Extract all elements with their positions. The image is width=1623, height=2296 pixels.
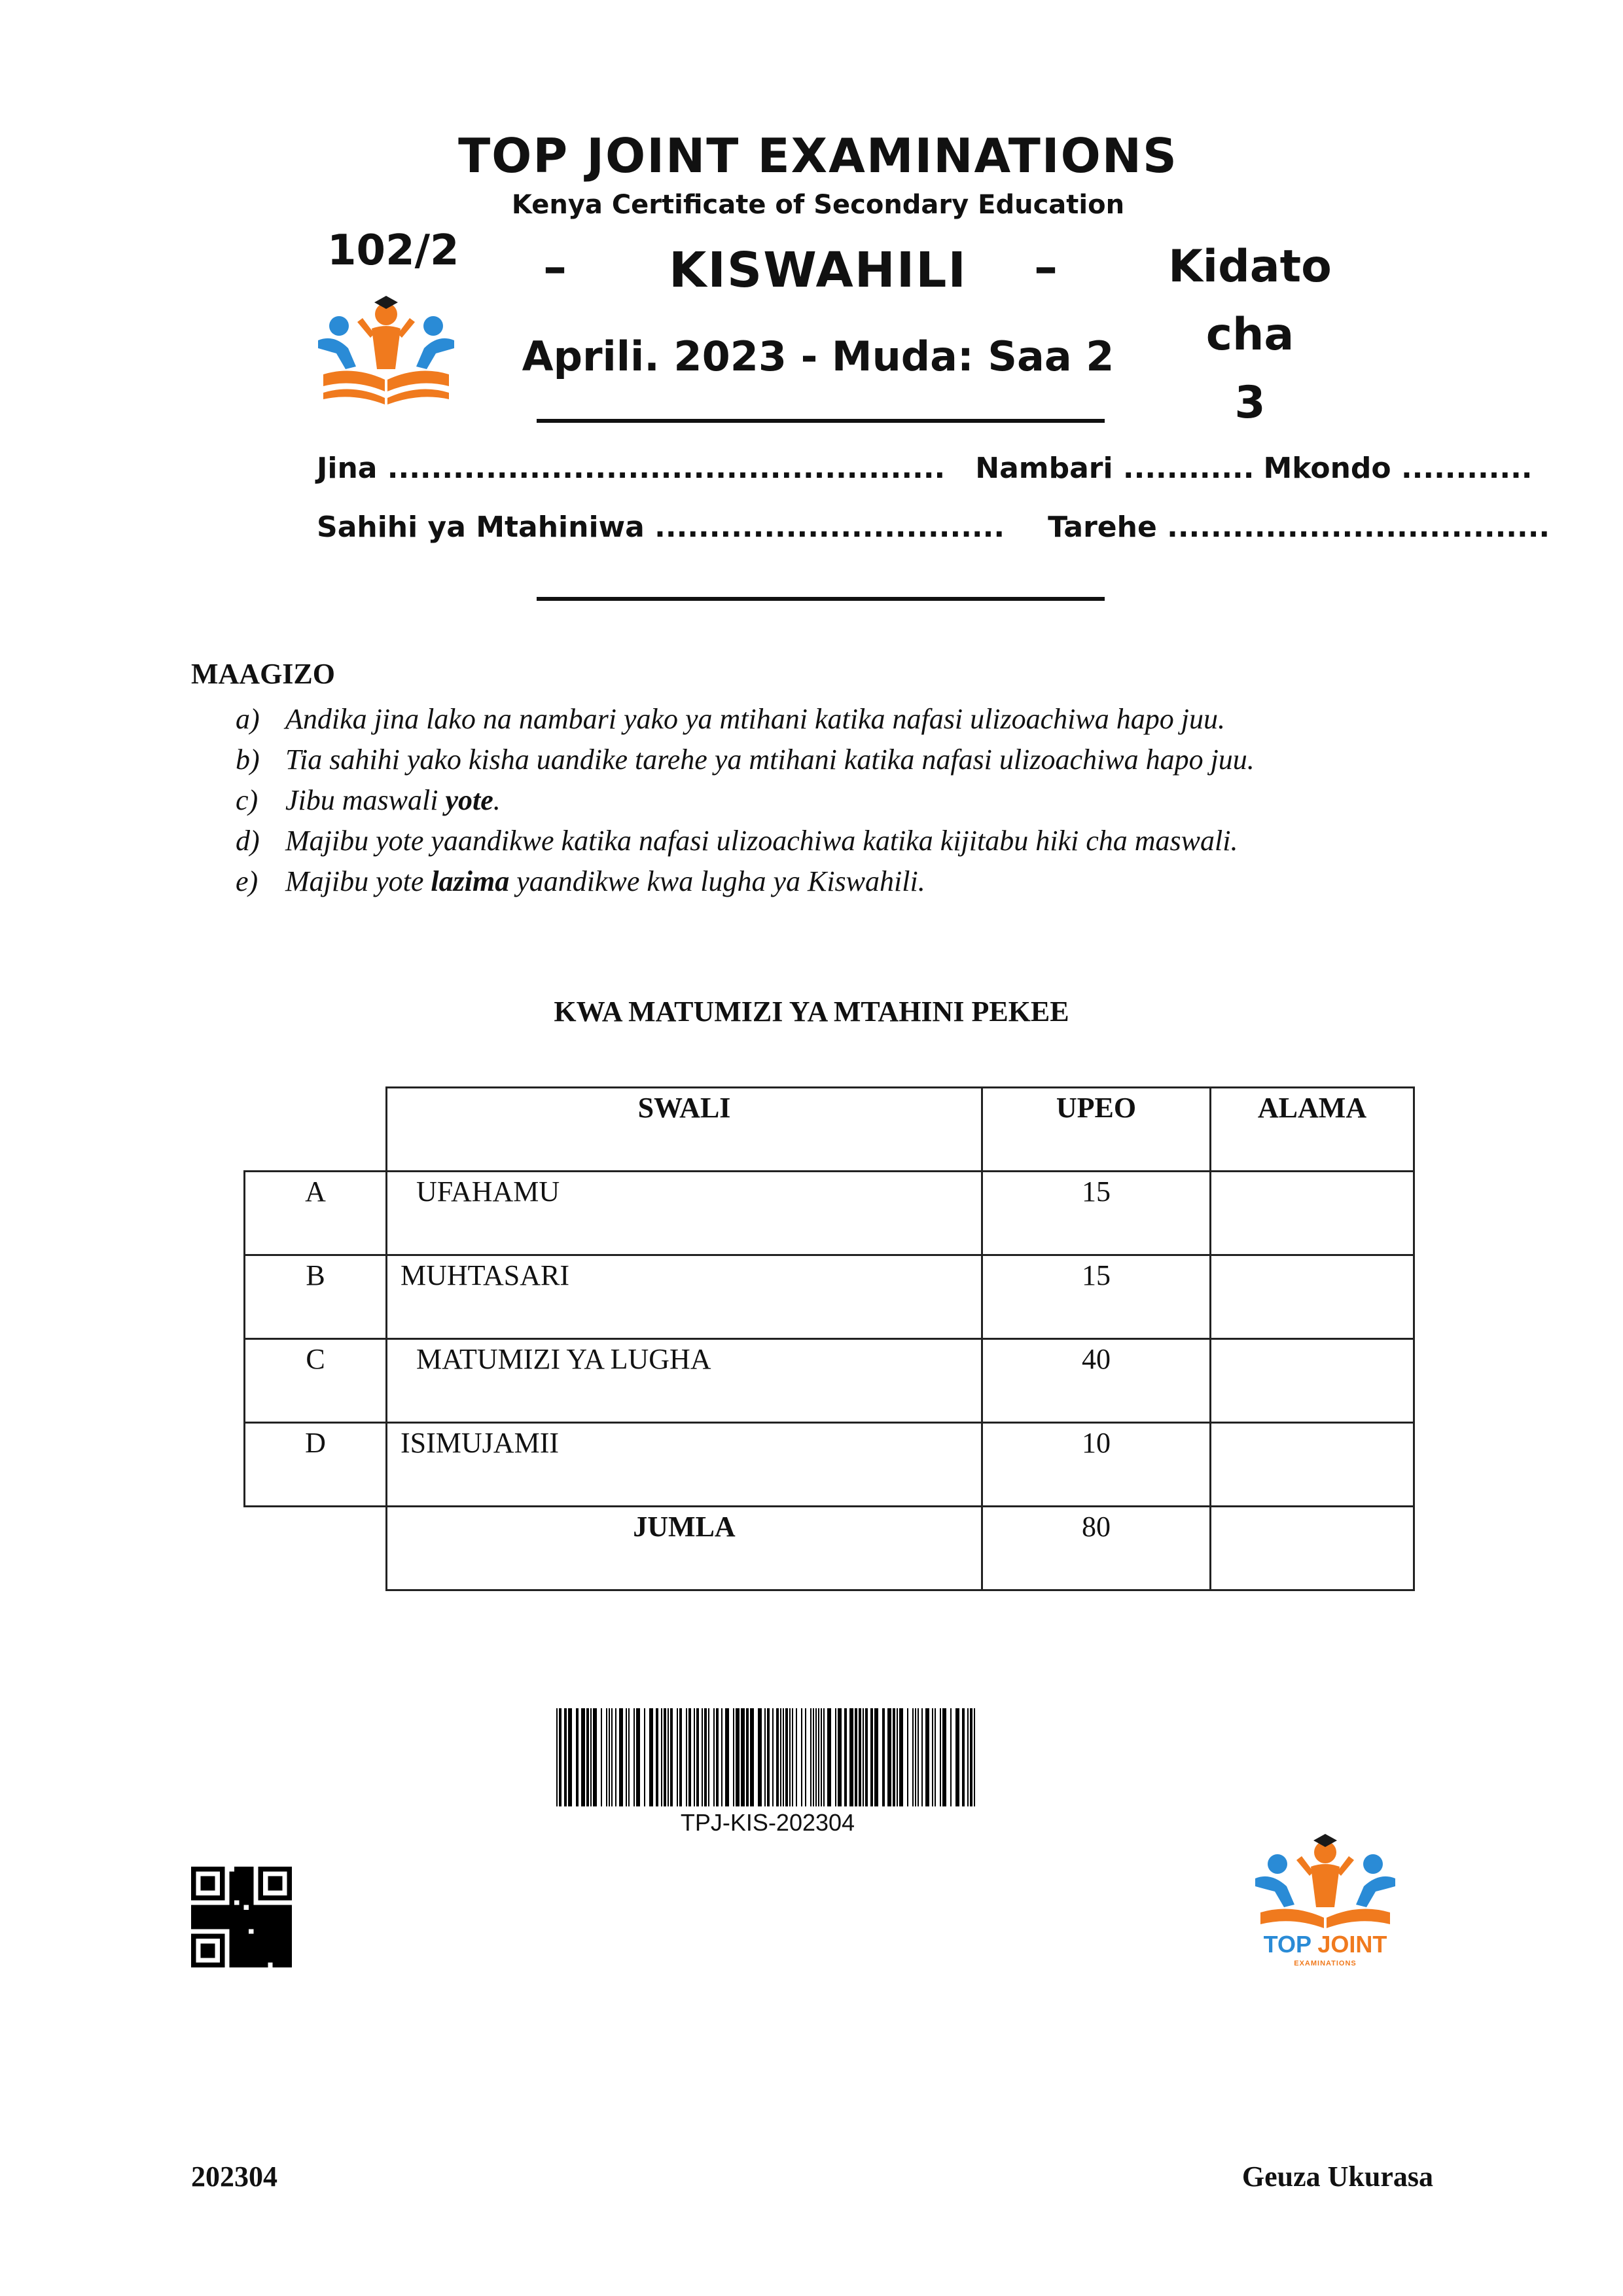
tarehe-field[interactable]: Tarehe ................................... <box>1048 511 1550 544</box>
nambari-field[interactable]: Nambari ............ <box>975 452 1255 485</box>
instruction-item <box>236 821 1479 861</box>
section-name: UFAHAMU <box>387 1172 982 1255</box>
section-letter: B <box>245 1255 387 1339</box>
section-letter: C <box>245 1339 387 1423</box>
instruction-text: Tia sahihi yako kisha uandike tarehe ya mtihani katika nafasi ulizoachiwa hapo juu. <box>285 744 1255 776</box>
divider <box>537 597 1105 601</box>
org-title: TOP JOINT EXAMINATIONS <box>458 128 1178 183</box>
instruction-text: Jibu maswali <box>285 784 446 816</box>
instruction-emphasis: yote <box>445 784 493 816</box>
instructions-heading: MAAGIZO <box>191 658 335 690</box>
section-name: MUHTASARI <box>387 1255 982 1339</box>
title-dash-left: – <box>543 240 567 295</box>
header-upeo: UPEO <box>982 1088 1211 1172</box>
top-joint-logo-icon <box>314 288 458 412</box>
form-level <box>1119 233 1381 437</box>
candidate-fields-row-1 <box>317 452 1533 485</box>
org-subtitle: Kenya Certificate of Secondary Education <box>511 190 1125 220</box>
instruction-emphasis: lazima <box>431 865 510 897</box>
header-swali: SWALI <box>387 1088 982 1172</box>
table-total-row <box>245 1507 1414 1590</box>
instruction-text: Andika jina lako na nambari yako ya mtihani katika nafasi ulizoachiwa hapo juu. <box>285 703 1225 735</box>
total-blank <box>245 1507 387 1590</box>
instruction-text-end: yaandikwe kwa lugha ya Kiswahili. <box>509 865 925 897</box>
candidate-fields-row-2 <box>317 511 1550 544</box>
marks-table <box>243 1086 1415 1591</box>
qr-code-icon <box>191 1867 292 1967</box>
table-row <box>245 1172 1414 1255</box>
section-score-cell[interactable] <box>1211 1172 1414 1255</box>
table-row <box>245 1255 1414 1339</box>
mkondo-field[interactable]: Mkondo ............ <box>1263 452 1533 485</box>
instruction-letter: a) <box>236 703 260 735</box>
table-row <box>245 1423 1414 1507</box>
barcode-label: TPJ-KIS-202304 <box>680 1809 855 1836</box>
jina-field[interactable]: Jina ................................................... <box>317 452 946 485</box>
instruction-letter: d) <box>236 825 260 857</box>
barcode-icon <box>554 1708 982 1806</box>
instruction-letter: c) <box>236 784 259 816</box>
section-max-marks: 10 <box>982 1423 1211 1507</box>
instruction-item <box>236 780 1479 821</box>
section-max-marks: 15 <box>982 1172 1211 1255</box>
table-row <box>245 1339 1414 1423</box>
section-name: ISIMUJAMII <box>387 1423 982 1507</box>
section-letter: D <box>245 1423 387 1507</box>
sahihi-field[interactable]: Sahihi ya Mtahiniwa ................................ <box>317 511 1005 544</box>
section-letter: A <box>245 1172 387 1255</box>
form-level-label: Kidato cha <box>1168 241 1332 361</box>
footer-paper-code: 202304 <box>191 2161 277 2193</box>
total-label: JUMLA <box>387 1507 982 1590</box>
title-dash-right: – <box>1034 240 1058 295</box>
subject-title: KISWAHILI <box>669 242 967 298</box>
paper-code: 102/2 <box>327 226 459 275</box>
instruction-item <box>236 861 1479 902</box>
section-name: MATUMIZI YA LUGHA <box>387 1339 982 1423</box>
exam-date-duration: Aprili. 2023 - Muda: Saa 2 <box>522 332 1115 380</box>
section-score-cell[interactable] <box>1211 1255 1414 1339</box>
examiner-table-title: KWA MATUMIZI YA MTAHINI PEKEE <box>554 996 1069 1028</box>
instruction-text: Majibu yote yaandikwe katika nafasi ulizoachiwa katika kijitabu hiki cha maswali. <box>285 825 1238 857</box>
instruction-text: Majibu yote <box>285 865 431 897</box>
section-max-marks: 15 <box>982 1255 1211 1339</box>
turn-page-label: Geuza Ukurasa <box>1241 2161 1433 2193</box>
instructions-list <box>236 699 1479 902</box>
section-score-cell[interactable] <box>1211 1423 1414 1507</box>
form-level-number: 3 <box>1234 377 1266 429</box>
section-max-marks: 40 <box>982 1339 1211 1423</box>
table-header-blank <box>245 1088 387 1172</box>
header-alama: ALAMA <box>1211 1088 1414 1172</box>
logo-tagline: EXAMINATIONS <box>1294 1960 1357 1967</box>
instruction-text-end: . <box>493 784 501 816</box>
divider <box>537 419 1105 423</box>
table-header-row <box>245 1088 1414 1172</box>
instruction-letter: b) <box>236 744 260 776</box>
total-score-cell[interactable] <box>1211 1507 1414 1590</box>
instruction-item <box>236 699 1479 740</box>
instruction-letter: e) <box>236 865 259 897</box>
instruction-item <box>236 740 1479 780</box>
section-score-cell[interactable] <box>1211 1339 1414 1423</box>
logo-wordmark: TOP JOINT <box>1263 1931 1387 1958</box>
total-max-marks: 80 <box>982 1507 1211 1590</box>
